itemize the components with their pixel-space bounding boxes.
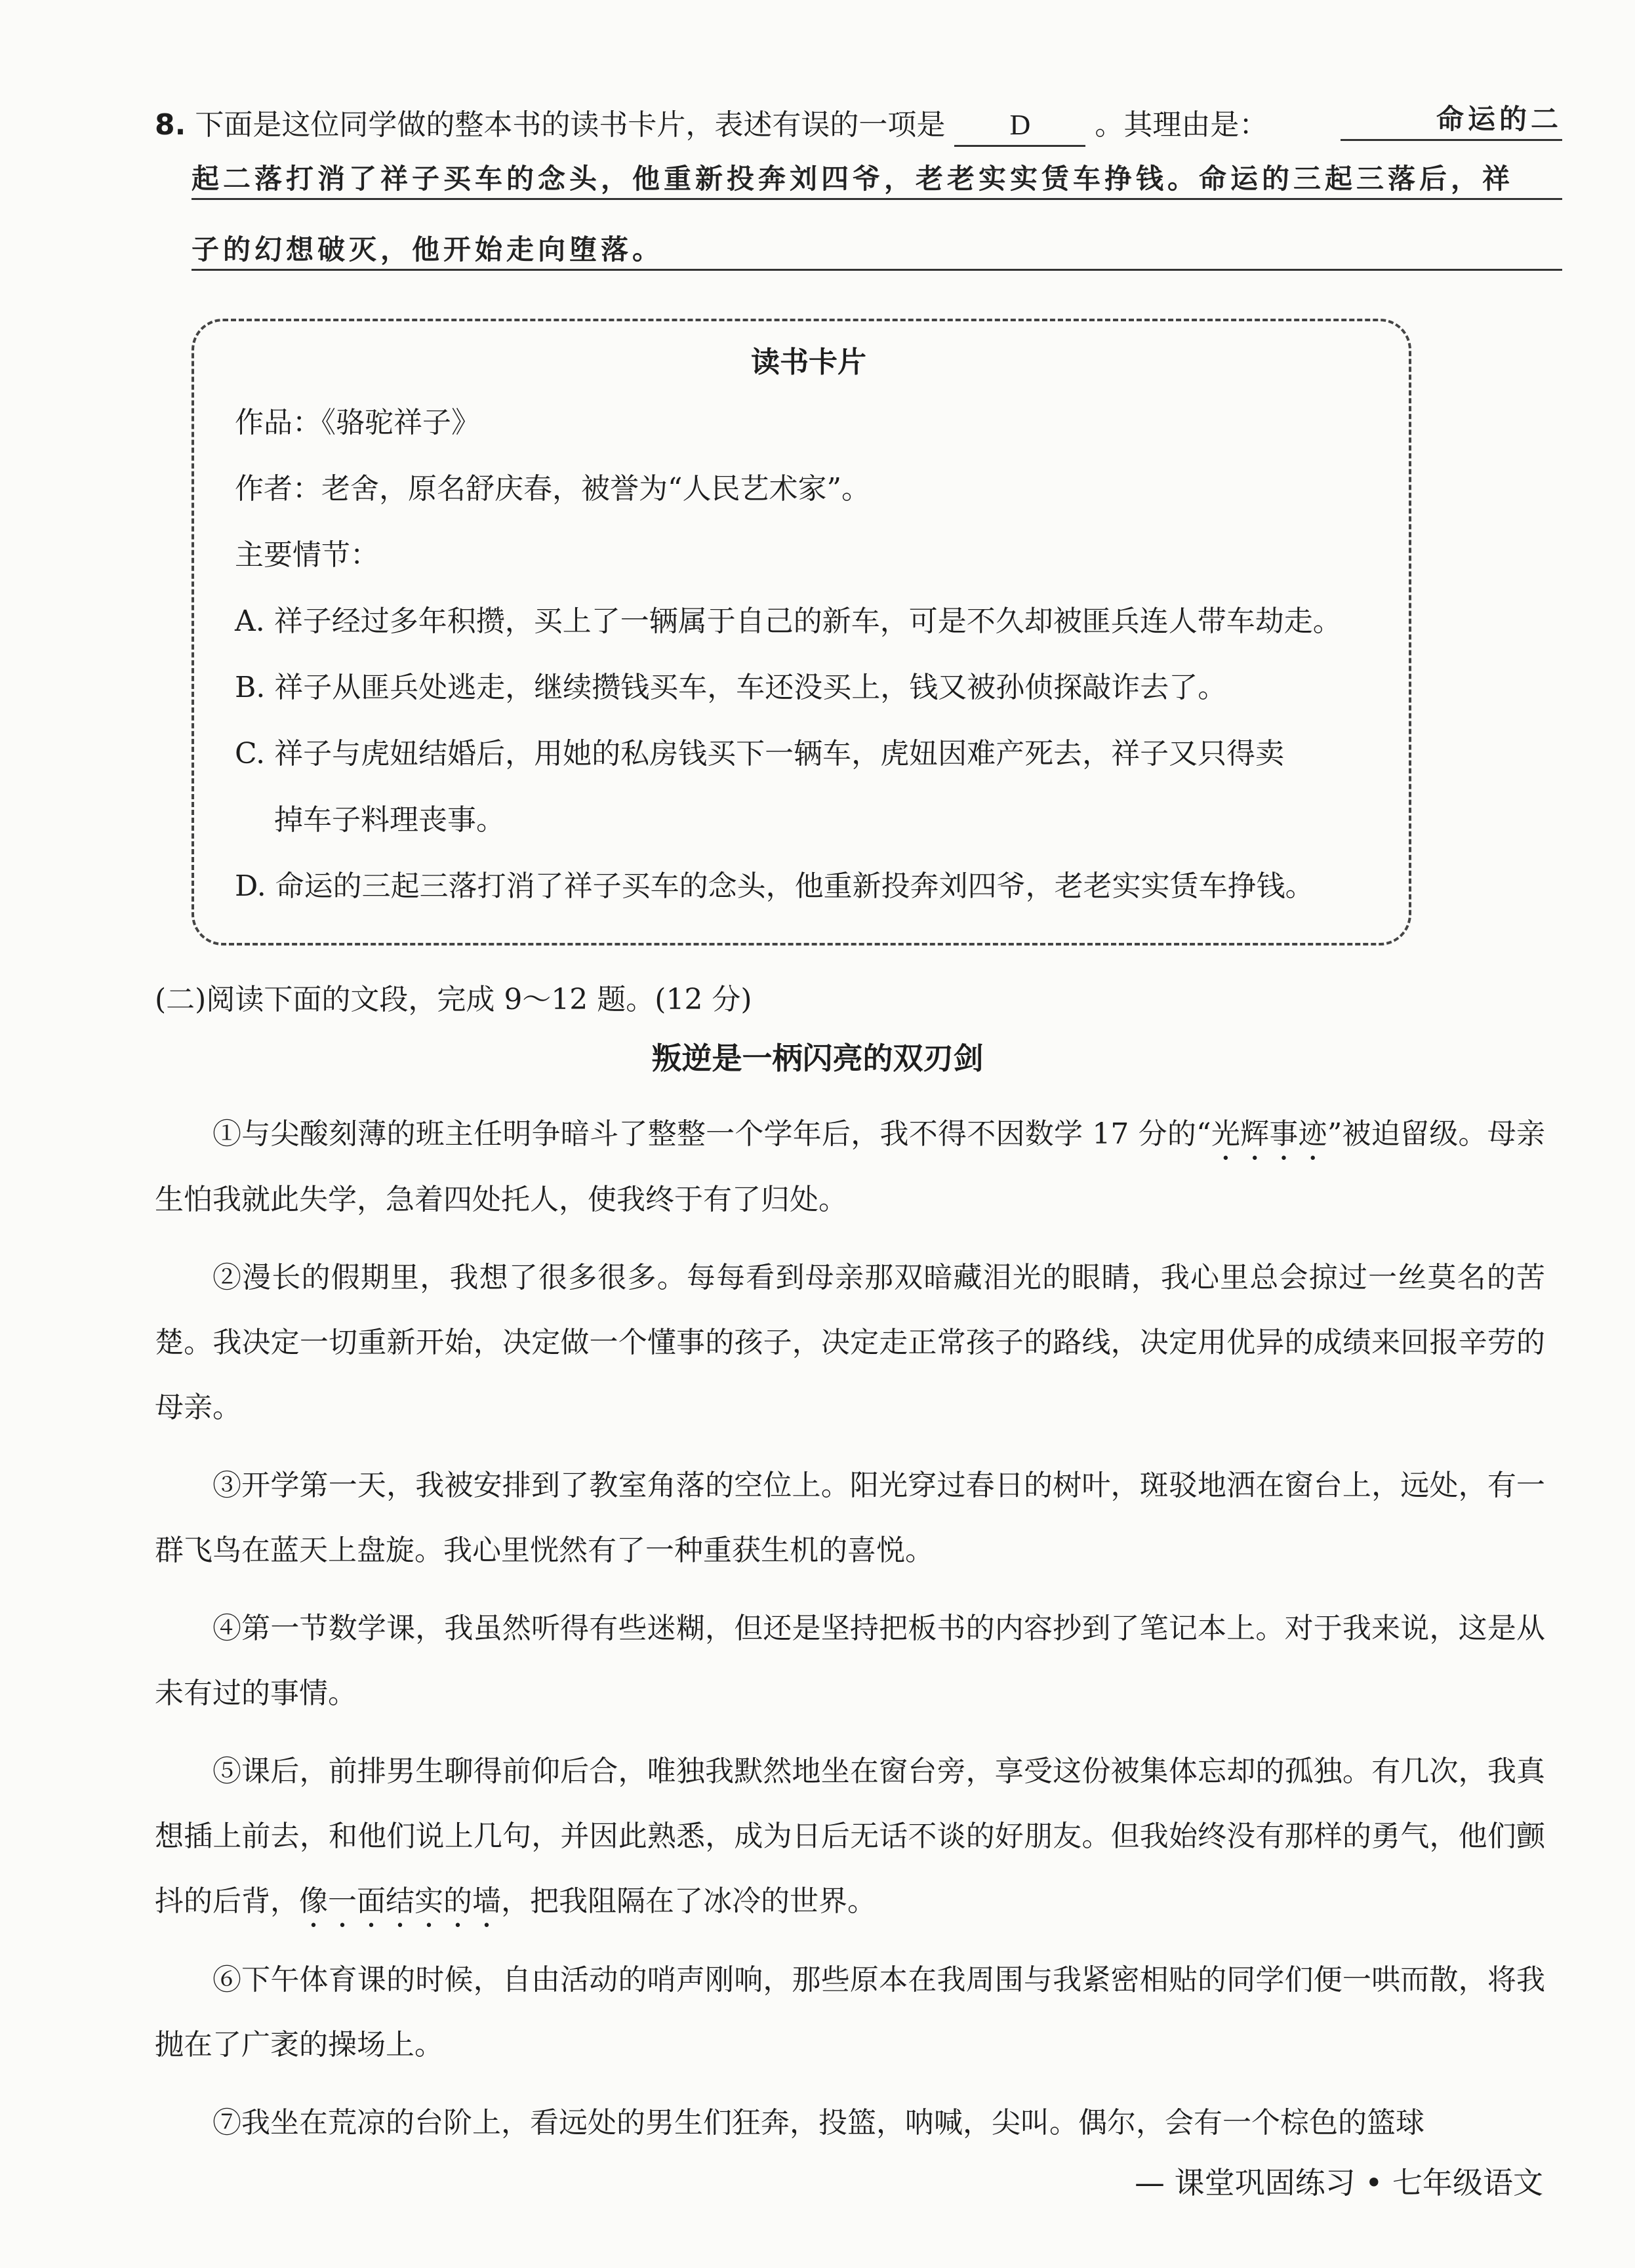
reason-answer-line-1: 命运的二 [1341, 98, 1562, 141]
paragraph-7: ⑦我坐在荒凉的台阶上，看远处的男生们狂奔，投篮，呐喊，尖叫。偶尔，会有一个棕色的篮球 [212, 2106, 1424, 2139]
question-8-stem-line [155, 98, 1562, 152]
paragraph-1-text-end: ”被迫留级。母亲生怕我就此失学，急着四处托人，使我终于有了归处。 [155, 1117, 1546, 1216]
paragraph-3: ③开学第一天，我被安排到了教室角落的空位上。阳光穿过春日的树叶，斑驳地洒在窗台上，远处，有一群飞鸟在蓝天上盘旋。我心里恍然有了一种重获生机的喜悦。 [155, 1469, 1545, 1567]
emphasis-dotted: 像一面结实的墙 [299, 1884, 501, 1918]
paragraph-6: ⑥下午体育课的时候，自由活动的哨声刚响，那些原本在我周围与我紧密相贴的同学们便一哄而散，将我抛在了广袤的操场上。 [155, 1963, 1545, 2061]
card-option-c: C. 祥子与虎妞结婚后，用她的私房钱买下一辆车，虎妞因难产死去，祥子又只得卖 [235, 737, 1285, 770]
question-number: 8. [155, 108, 186, 142]
card-option-a: A. 祥子经过多年积攒，买上了一辆属于自己的新车，可是不久却被匪兵连人带车劫走。 [235, 605, 1342, 638]
paragraph-4: ④第一节数学课，我虽然听得有些迷糊，但还是坚持把板书的内容抄到了笔记本上。对于我来说，这是从未有过的事情。 [155, 1612, 1545, 1710]
page-footer: — 课堂巩固练习 • 七年级语文 [1135, 2165, 1543, 2200]
article-title: 叛逆是一柄闪亮的双刃剑 [651, 1041, 984, 1076]
card-option-b: B. 祥子从匪兵处逃走，继续攒钱买车，车还没买上，钱又被孙侦探敲诈去了。 [235, 671, 1227, 704]
reason-answer-line-2: 起二落打消了祥子买车的念头，他重新投奔刘四爷，老老实实赁车挣钱。命运的三起三落后，祥 [192, 152, 1562, 200]
paragraph-5-text: ⑤课后，前排男生聊得前仰后合，唯独我默然地坐在窗台旁，享受这份被集体忘却的孤独。有几次，我真想插上前去，和他们说上几句，并因此熟悉，成为日后无话不谈的好朋友。但我始终没有那样的勇气，他们颤抖的后背， [155, 1755, 1545, 1918]
paragraph-5 [155, 1739, 1545, 1934]
answer-blank: D [954, 106, 1085, 147]
card-option-c-continued: 掉车子料理丧事。 [274, 803, 505, 837]
section-intro: (二)阅读下面的文段，完成 9～12 题。(12 分) [155, 983, 752, 1016]
question-stem: 下面是这位同学做的整本书的读书卡片，表述有误的一项是 [195, 108, 946, 142]
card-work: 作品：《骆驼祥子》 [235, 406, 480, 439]
card-author: 作者：老舍，原名舒庆春，被誉为“人民艺术家”。 [235, 472, 870, 506]
emphasis-dotted: 光辉事迹 [1211, 1117, 1327, 1151]
question-8 [155, 98, 1562, 266]
paragraph-2: ②漫长的假期里，我想了很多很多。每每看到母亲那双暗藏泪光的眼睛，我心里总会掠过一丝莫名的苦楚。我决定一切重新开始，决定做一个懂事的孩子，决定走正常孩子的路线，决定用优异的成绩来回报辛劳的母亲。 [155, 1261, 1545, 1424]
reading-card [192, 319, 1411, 945]
article-body [155, 1102, 1545, 2168]
paragraph-1-text: ①与尖酸刻薄的班主任明争暗斗了整整一个学年后，我不得不因数学 17 分的“ [212, 1117, 1211, 1151]
card-plot-label: 主要情节： [235, 538, 379, 572]
card-title: 读书卡片 [751, 346, 866, 379]
paragraph-1 [155, 1102, 1545, 1232]
reason-prompt: 。其理由是： [1095, 108, 1268, 142]
reason-answer-line-3: 子的幻想破灭，他开始走向堕落。 [192, 223, 1562, 271]
card-option-d: D. 命运的三起三落打消了祥子买车的念头，他重新投奔刘四爷，老老实实赁车挣钱。 [235, 869, 1314, 903]
paragraph-5-text-end: ，把我阻隔在了冰冷的世界。 [501, 1884, 876, 1918]
